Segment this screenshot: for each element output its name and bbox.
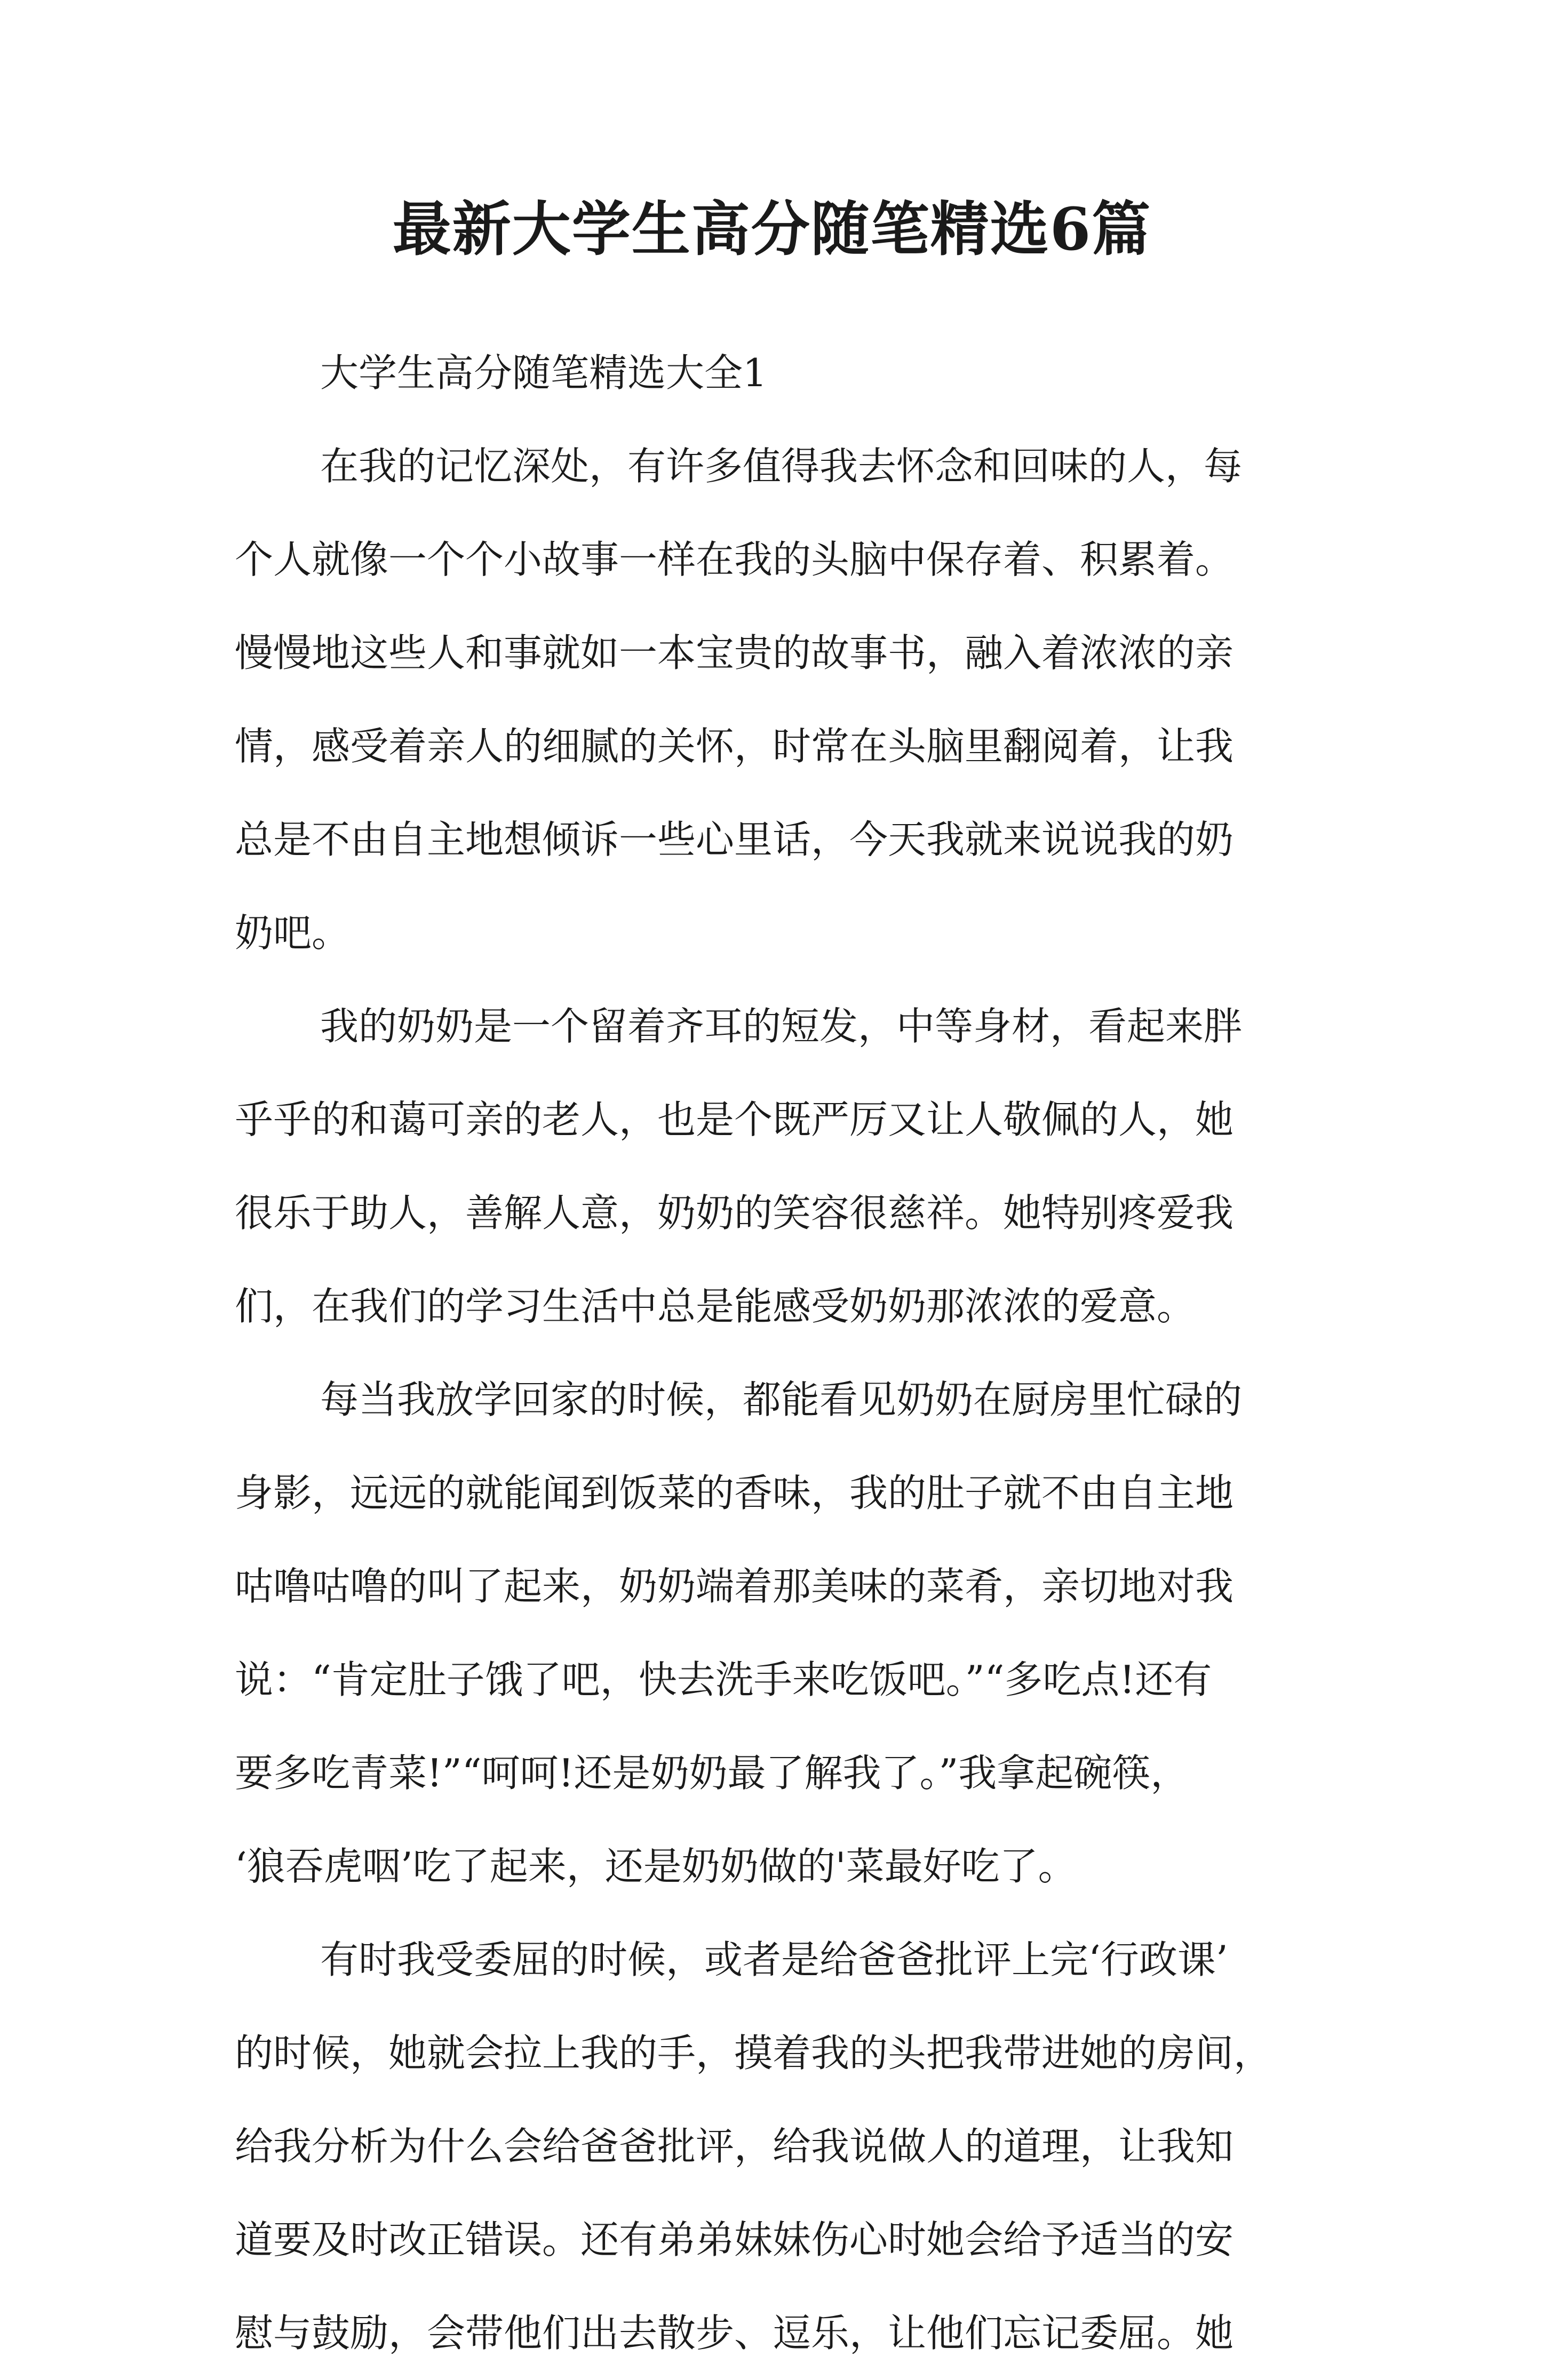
paragraph-line: 我的奶奶是一个留着齐耳的短发，中等身材，看起来胖 (320, 1004, 1243, 1049)
section-heading: 大学生高分随笔精选大全1 (320, 350, 767, 395)
paragraph-line: 慰与鼓励，会带他们出去散步、逗乐，让他们忘记委屈。她 (235, 2311, 1234, 2355)
paragraph-line: 乎乎的和蔼可亲的老人，也是个既严厉又让人敬佩的人，她 (235, 1097, 1234, 1142)
paragraph-line: 要多吃青菜!”“呵呵!还是奶奶最了解我了。”我拿起碗筷， (235, 1751, 1189, 1795)
document-body (235, 326, 1318, 2380)
paragraph-line: 在我的记忆深处，有许多值得我去怀念和回味的人，每 (320, 444, 1243, 489)
paragraph-line: 慢慢地这些人和事就如一本宝贵的故事书，融入着浓浓的亲 (235, 630, 1234, 675)
paragraph-line: 情，感受着亲人的细腻的关怀，时常在头脑里翻阅着，让我 (235, 724, 1234, 769)
paragraph-line: 的时候，她就会拉上我的手，摸着我的头把我带进她的房间， (235, 2031, 1272, 2075)
paragraph-line: 奶吧。 (235, 911, 351, 955)
paragraph-line: 说：“肯定肚子饿了吧，快去洗手来吃饭吧。”“多吃点!还有 (235, 1657, 1212, 1702)
paragraph-line: 身影，远远的就能闻到饭菜的香味，我的肚子就不由自主地 (235, 1471, 1234, 1515)
paragraph-line: 总是不由自主地想倾诉一些心里话，今天我就来说说我的奶 (235, 817, 1234, 862)
paragraph-line: 给我分析为什么会给爸爸批评，给我说做人的道理，让我知 (235, 2124, 1234, 2169)
paragraph-line: 有时我受委屈的时候，或者是给爸爸批评上完‘行政课’ (320, 1937, 1228, 1982)
paragraph-line: 个人就像一个个小故事一样在我的头脑中保存着、积累着。 (235, 537, 1234, 582)
document-title: 最新大学生高分随笔精选6篇 (392, 195, 1152, 263)
paragraph-line: 很乐于助人，善解人意，奶奶的笑容很慈祥。她特别疼爱我 (235, 1191, 1234, 1235)
paragraph-line: ‘狼吞虎咽’吃了起来，还是奶奶做的'菜最好吃了。 (235, 1844, 1077, 1889)
paragraph-line: 每当我放学回家的时候，都能看见奶奶在厨房里忙碌的 (320, 1377, 1243, 1422)
paragraph-line: 咕噜咕噜的叫了起来，奶奶端着那美味的菜肴，亲切地对我 (235, 1564, 1234, 1609)
paragraph-line: 们，在我们的学习生活中总是能感受奶奶那浓浓的爱意。 (235, 1284, 1196, 1329)
paragraph-line: 道要及时改正错误。还有弟弟妹妹伤心时她会给予适当的安 (235, 2217, 1234, 2262)
